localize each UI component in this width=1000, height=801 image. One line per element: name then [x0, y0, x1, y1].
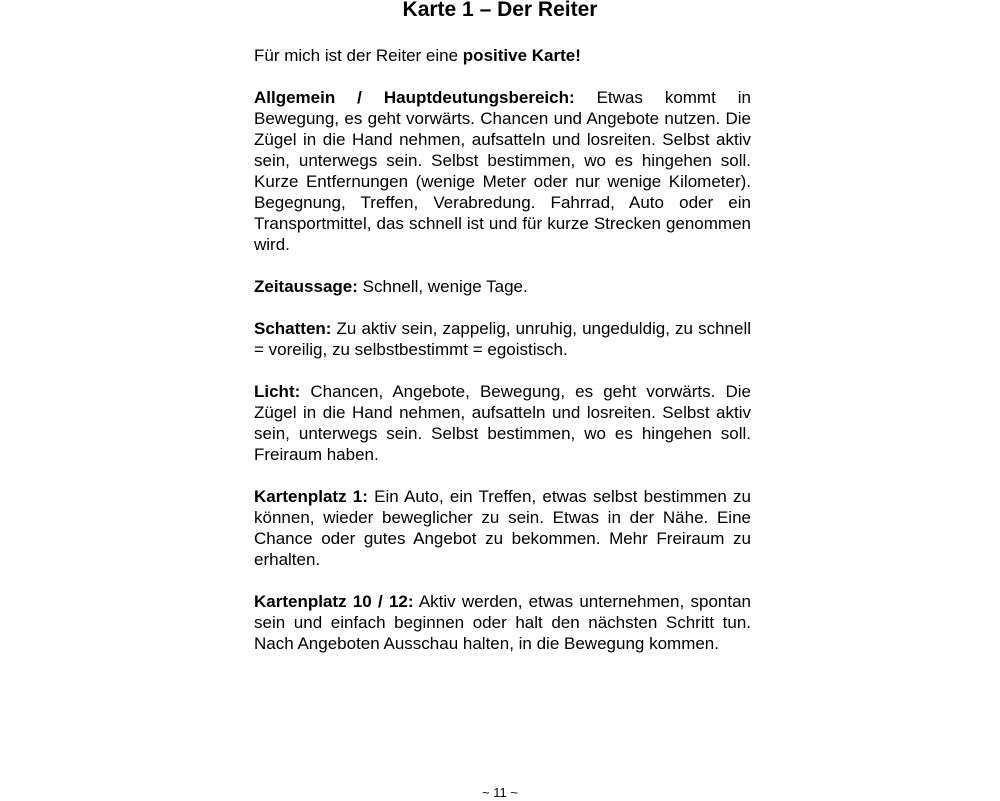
section-position-1 — [254, 486, 751, 570]
card-description — [254, 45, 751, 675]
section-time-label: Zeitaussage: — [254, 277, 358, 296]
section-general-label: Allgemein / Hauptdeutungsbereich: — [254, 88, 575, 107]
intro-paragraph — [254, 45, 751, 66]
section-shadow-text: Zu aktiv sein, zappelig, unruhig, ungeduldig, zu schnell = voreilig, zu selbstbestimmt = egoistisch. — [254, 319, 751, 359]
section-shadow — [254, 318, 751, 360]
page-title: Karte 1 – Der Reiter — [402, 0, 598, 21]
section-time — [254, 276, 751, 297]
section-shadow-label: Schatten: — [254, 319, 332, 338]
section-light — [254, 381, 751, 465]
section-position-1-text: Ein Auto, ein Treffen, etwas selbst bestimmen zu können, wieder beweglicher zu sein. Etwas in der Nähe. Eine Chance oder gutes Angebot zu bekommen. Mehr Freiraum zu erhalten. — [254, 487, 751, 569]
section-time-text: Schnell, wenige Tage. — [357, 277, 528, 296]
page-number: ~ 11 ~ — [482, 785, 518, 800]
section-light-text: Chancen, Angebote, Bewegung, es geht vorwärts. Die Zügel in die Hand nehmen, aufsatteln und losreiten. Selbst aktiv sein, unterwegs sein. Selbst bestimmen, wo es hingehen soll. Freiraum haben. — [254, 382, 751, 464]
section-position-1-label: Kartenplatz 1: — [254, 487, 368, 506]
intro-text: Für mich ist der Reiter eine — [254, 46, 463, 65]
section-position-10-12-text: Aktiv werden, etwas unternehmen, spontan sein und einfach beginnen oder halt den nächsten Schritt tun. Nach Angeboten Ausschau halten, in die Bewegung kommen. — [254, 592, 751, 653]
section-light-label: Licht: — [254, 382, 301, 401]
section-general-text: Etwas kommt in Bewegung, es geht vorwärts. Chancen und Angebote nutzen. Die Zügel in die Hand nehmen, aufsatteln und losreiten. Selbst aktiv sein, unterwegs sein. Selbst bestimmen, wo es hingehen soll. Kurze Entfernungen (wenige Meter oder nur wenige Kilometer). Begegnung, Treffen, Verabredung. Fahrrad, Auto oder ein Transportmittel, das schnell ist und für kurze Strecken genommen wird. — [254, 88, 751, 254]
section-position-10-12-label: Kartenplatz 10 / 12: — [254, 592, 414, 611]
intro-emphasis: positive Karte! — [462, 46, 581, 65]
section-position-10-12 — [254, 591, 751, 654]
section-general — [254, 87, 751, 255]
